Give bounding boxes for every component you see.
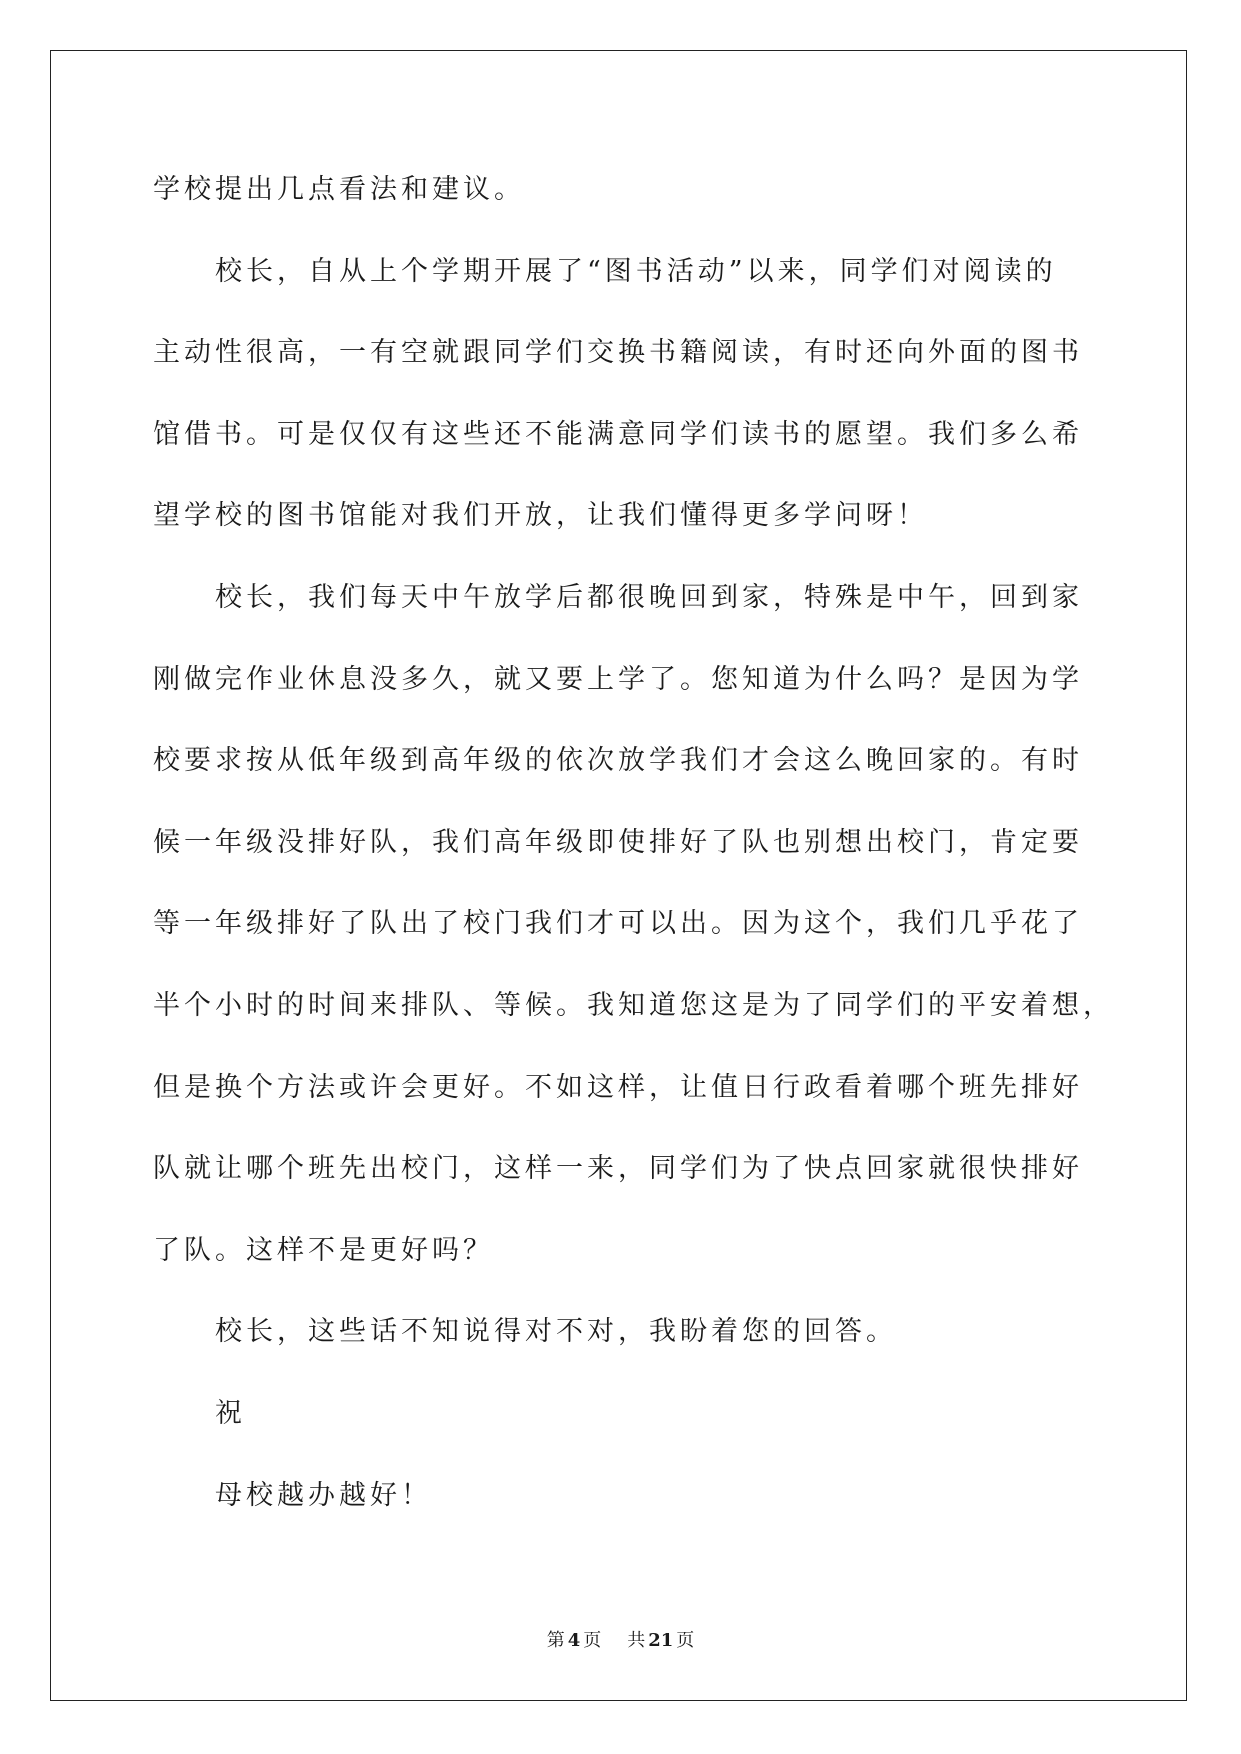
paragraph: [153, 557, 1153, 1291]
page-number-suffix: 页: [583, 1630, 602, 1651]
text-line: 馆借书。可是仅仅有这些还不能满意同学们读书的愿望。我们多么希: [153, 418, 1083, 450]
paragraph: [153, 149, 1153, 231]
text-line: 母校越办越好！: [215, 1479, 432, 1511]
page-footer: [0, 1626, 1241, 1652]
text-line: 主动性很高，一有空就跟同学们交换书籍阅读，有时还向外面的图书: [153, 337, 1083, 369]
text-line: 校长，自从上个学期开展了“图书活动”以来，同学们对阅读的: [215, 255, 1057, 287]
paragraph: [153, 1373, 1153, 1455]
total-pages: 21: [648, 1630, 674, 1651]
text-line: 但是换个方法或许会更好。不如这样，让值日行政看着哪个班先排好: [153, 1071, 1083, 1103]
text-line: 望学校的图书馆能对我们开放，让我们懂得更多学问呀！: [153, 500, 928, 532]
text-line: 候一年级没排好队，我们高年级即使排好了队也别想出校门，肯定要: [153, 826, 1083, 858]
text-line: 校要求按从低年级到高年级的依次放学我们才会这么晚回家的。有时: [153, 745, 1083, 777]
page-number: 4: [567, 1630, 581, 1651]
text-line: 了队。这样不是更好吗？: [153, 1234, 494, 1266]
text-line: 队就让哪个班先出校门，这样一来，同学们为了快点回家就很快排好: [153, 1153, 1083, 1185]
paragraph: [153, 231, 1153, 557]
total-pages-suffix: 页: [676, 1630, 695, 1651]
text-line: 等一年级排好了队出了校门我们才可以出。因为这个，我们几乎花了: [153, 908, 1083, 940]
text-line: 刚做完作业休息没多久，就又要上学了。您知道为什么吗？是因为学: [153, 663, 1083, 695]
paragraph: [153, 1291, 1153, 1373]
text-line: 半个小时的时间来排队、等候。我知道您这是为了同学们的平安着想，: [153, 989, 1114, 1021]
text-line: 学校提出几点看法和建议。: [153, 174, 525, 205]
total-pages-prefix: 共: [627, 1630, 646, 1651]
document-body: [153, 149, 1153, 1536]
text-line: 祝: [215, 1397, 246, 1429]
text-line: 校长，我们每天中午放学后都很晚回到家，特殊是中午，回到家: [215, 581, 1083, 613]
text-line: 校长，这些话不知说得对不对，我盼着您的回答。: [215, 1316, 897, 1348]
paragraph: [153, 1455, 1153, 1537]
page-number-prefix: 第: [546, 1630, 565, 1651]
